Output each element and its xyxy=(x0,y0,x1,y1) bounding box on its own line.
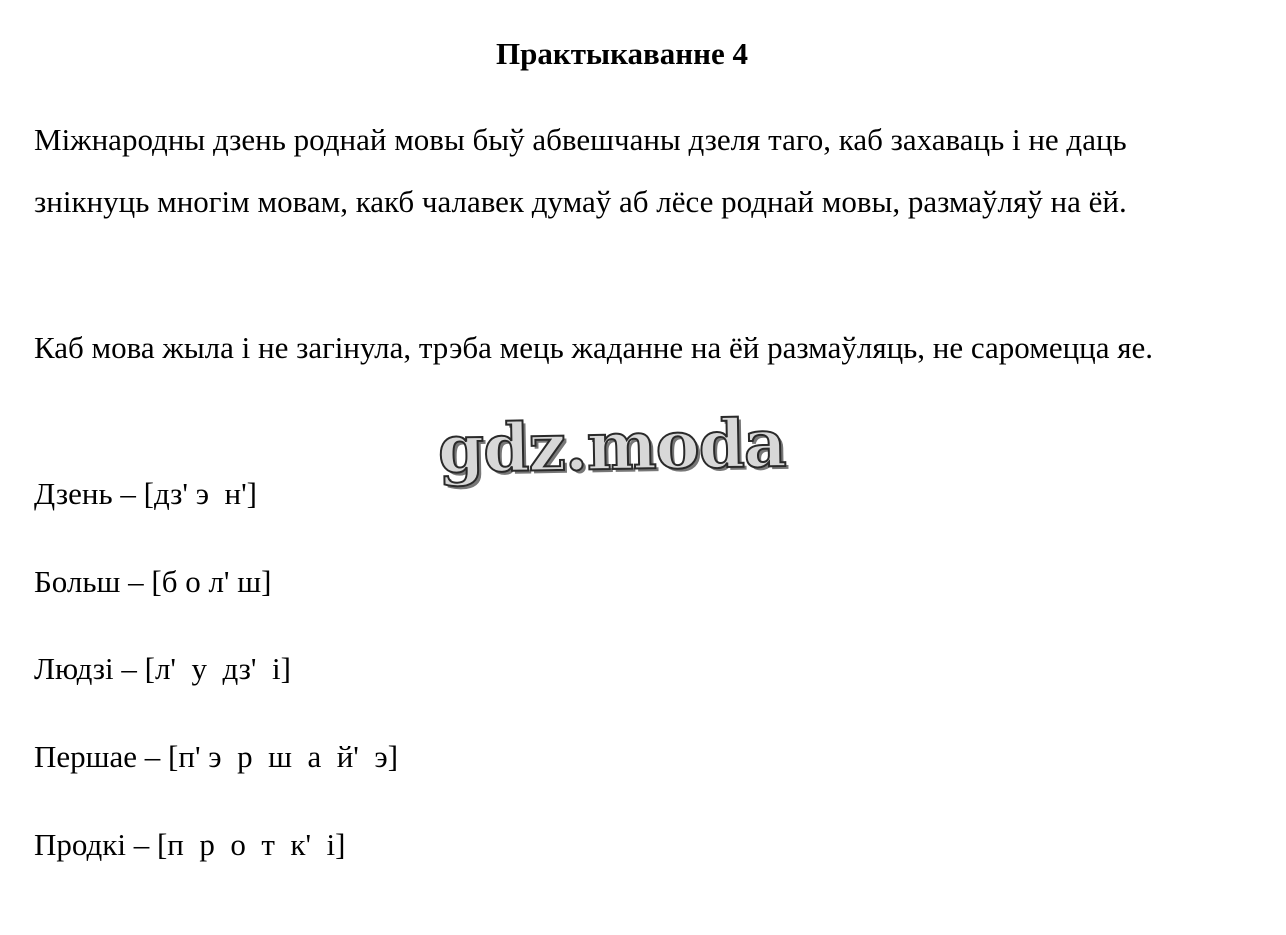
transcription-line-3: Людзі – [л' у дз' і] xyxy=(34,651,291,686)
transcription-line-5: Продкі – [п р о т к' і] xyxy=(34,827,346,862)
watermark-logo: gdz.moda xyxy=(437,403,787,489)
page-title: Практыкаванне 4 xyxy=(495,36,748,71)
transcription-line-1: Дзень – [дз' э н'] xyxy=(34,476,258,511)
paragraph-2: Каб мова жыла і не загінула, трэба мець жаданне на ёй размаўляць, не саромецца яе. xyxy=(34,330,1154,365)
paragraph-1: Міжнародны дзень роднай мовы быў абвешчаны дзеля таго, каб захаваць і не даць знікнуць многім мовам, какб чалавек думаў аб лёсе роднай мовы, размаўляў на ёй. xyxy=(34,122,1127,219)
transcription-line-4: Першае – [п' э р ш а й' э] xyxy=(34,739,399,774)
transcription-line-2: Больш – [б о л' ш] xyxy=(34,564,272,599)
